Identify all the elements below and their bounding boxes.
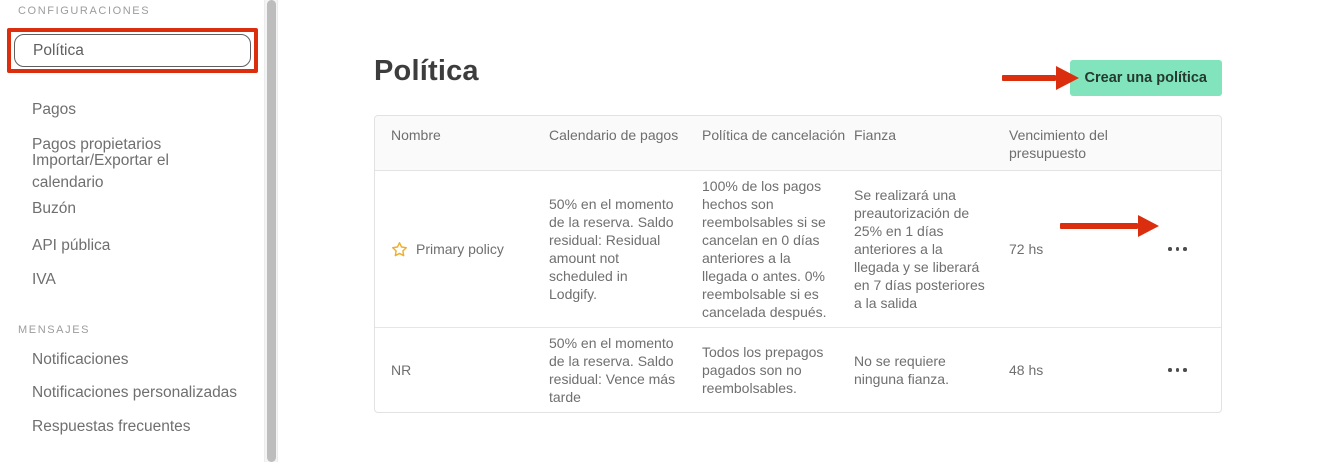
policies-table: [374, 115, 1222, 413]
sidebar-item-notificaciones-personalizadas[interactable]: Notificaciones personalizadas: [32, 384, 238, 401]
cell-deposit: Se realizará una preautorización de 25% en 1 días anteriores a la llegada y se liberará en 7 días posteriores a la salida: [854, 187, 985, 311]
table-row-primary-policy: [375, 171, 1221, 328]
header-politica-de-cancelacion: Política de cancelación: [702, 127, 846, 143]
sidebar-item-buzon[interactable]: Buzón: [32, 200, 76, 217]
sidebar-item-notificaciones[interactable]: Notificaciones: [32, 351, 129, 368]
cell-name: [375, 234, 533, 264]
sidebar-scrollbar-track[interactable]: [264, 0, 278, 462]
policy-name: NR: [391, 362, 412, 378]
sidebar-section-configuraciones: CONFIGURACIONES: [18, 5, 151, 17]
table-header-row: [375, 116, 1221, 171]
policy-name: Primary policy: [416, 241, 504, 257]
sidebar-section-mensajes: MENSAJES: [18, 324, 91, 336]
cell-name: [375, 355, 533, 385]
header-calendario-de-pagos: Calendario de pagos: [549, 127, 679, 143]
header-actions: [1126, 116, 1221, 134]
settings-sidebar: [0, 0, 264, 462]
sidebar-item-politica-label: Política: [33, 41, 84, 59]
cell-actions: [1126, 356, 1221, 384]
cell-payment-schedule: 50% en el momento de la reserva. Saldo residual: Vence más tarde: [549, 335, 676, 405]
cell-deposit: No se requiere ninguna fianza.: [854, 353, 949, 387]
sidebar-item-pagos[interactable]: Pagos: [32, 101, 76, 118]
header-vencimiento-del-presupuesto: Vencimiento del presupuesto: [1009, 127, 1108, 161]
table-row-nr: [375, 328, 1221, 412]
sidebar-item-iva[interactable]: IVA: [32, 271, 56, 288]
create-policy-button-label: Crear una política: [1084, 70, 1207, 86]
sidebar-item-api-publica[interactable]: API pública: [32, 237, 111, 254]
row-actions-menu-icon[interactable]: [1166, 362, 1189, 378]
cell-actions: [1126, 235, 1221, 263]
page-title: Política: [374, 55, 479, 87]
sidebar-item-politica[interactable]: [14, 34, 251, 67]
sidebar-item-pagos-propietarios[interactable]: Pagos propietarios: [32, 136, 162, 153]
sidebar-item-importar-exportar-calendario[interactable]: Importar/Exportar el calendario: [32, 152, 169, 191]
sidebar-item-respuestas-frecuentes[interactable]: Respuestas frecuentes: [32, 418, 191, 435]
cell-cancellation-policy: Todos los prepagos pagados son no reembolsables.: [702, 344, 824, 396]
cell-cancellation-policy: 100% de los pagos hechos son reembolsables si se cancelan en 0 días anteriores a la llegada o antes. 0% reembolsable si es cancelada después.: [702, 178, 827, 320]
create-policy-button[interactable]: [1070, 60, 1222, 96]
cell-quote-expiry: 48 hs: [1009, 362, 1044, 378]
row-actions-menu-icon[interactable]: [1166, 241, 1189, 257]
sidebar-scrollbar-thumb[interactable]: [267, 0, 276, 462]
header-fianza: Fianza: [854, 127, 897, 143]
default-policy-star-icon[interactable]: [391, 241, 408, 258]
cell-quote-expiry: 72 hs: [1009, 241, 1044, 257]
cell-payment-schedule: 50% en el momento de la reserva. Saldo residual: Residual amount not scheduled in Lodgify.: [549, 196, 674, 302]
header-nombre: Nombre: [391, 127, 441, 143]
annotation-box-politica: [7, 28, 258, 73]
